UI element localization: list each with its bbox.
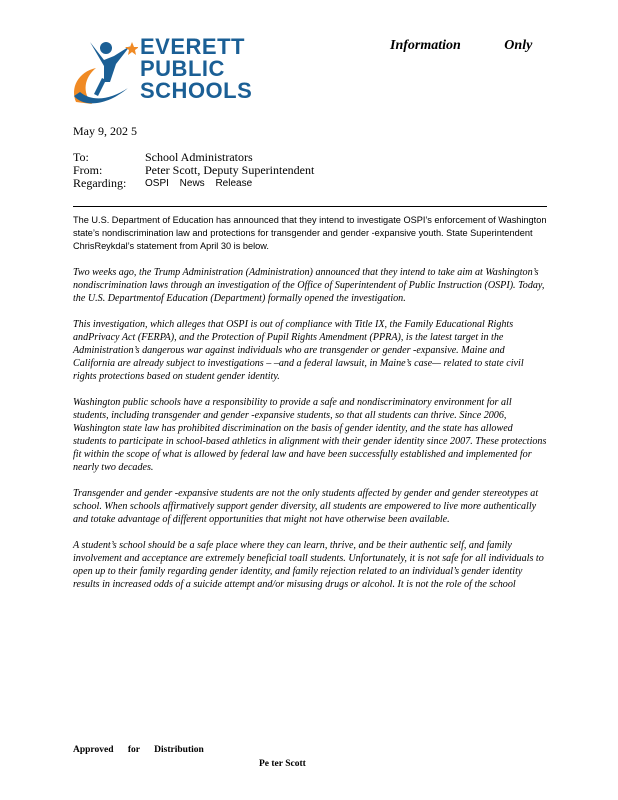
memo-header: [73, 151, 314, 190]
runner-star-icon: [70, 36, 138, 111]
district-logo: [70, 36, 255, 111]
logo-line-3: SCHOOLS: [140, 78, 253, 103]
body-paragraph: Two weeks ago, the Trump Administration (Administration) announced that they intend to take aim at Washington’s nondiscrimination laws through an investigation of the Office of Superintendent of Public Instruction (OSPI). Today, the U.S. Departmentof Education (Department) formally opened the investigation.: [73, 267, 545, 304]
logo-wordmark: [140, 36, 252, 102]
body-paragraph-intro: The U.S. Department of Education has announced that they intend to investigate OSPI’s enforcement of Washington state’s nondiscrimination law and protections for transgender and gender -expansive youth. State Superintendent ChrisReykdal’s statement from April 30 is below.: [73, 215, 547, 251]
memo-to-value: School Administrators: [145, 150, 253, 164]
logo-line-1: EVERETT: [140, 34, 245, 59]
memo-regarding-label: Regarding:: [73, 176, 127, 190]
memo-to-label: To:: [73, 150, 89, 164]
memo-regarding-row: [73, 177, 314, 190]
body-paragraph: Washington public schools have a responsibility to provide a safe and nondiscriminatory environment for all students, including transgender and gender -expansive students, so that all students can thrive. Since 2006, Washington state law has prohibited discrimination on the basis of gender identity, and the state has allowed students to participate in school-based athletics in alignment with their gender identity since 2007. These protections fit within the scope of what is allowed by federal law and have been successfully established and implemented for nearly two decades.: [73, 397, 547, 473]
information-only-label: Information Only: [390, 38, 533, 53]
memo-from-value: Peter Scott, Deputy Superintendent: [145, 163, 315, 177]
memo-from-label: From:: [73, 163, 103, 177]
memo-body: [73, 214, 547, 604]
memo-regarding-value: OSPI News Release: [145, 178, 253, 189]
body-paragraph: This investigation, which alleges that OSPI is out of compliance with Title IX, the Family Educational Rights andPrivacy Act (FERPA), and the Protection of Pupil Rights Amendment (PPRA), is the latest target in the Administration’s dangerous war against individuals who are transgender or gender -expansive. Maine and California are already subject to investigations – –and a federal lawsuit, in Maine’s case— related to state civil rights protections based on student gender identity.: [73, 319, 524, 382]
signer-name: Pe ter Scott: [259, 759, 306, 769]
body-paragraph: A student’s school should be a safe place where they can learn, thrive, and be their authentic self, and family involvement and acceptance are extremely beneficial toall students. Unfortunately, it is not safe for all individuals to open up to their family regarding gender identity, and family rejection related to an individual’s gender identity results in increased odds of a suicide attempt and/or misusing drugs or alcohol. It is not the role of the school: [73, 540, 544, 590]
header-divider: [73, 206, 547, 207]
approved-for-distribution: Approved for Distribution: [73, 745, 204, 755]
logo-line-2: PUBLIC: [140, 56, 225, 81]
body-paragraph: Transgender and gender -expansive students are not the only students affected by gender and gender stereotypes at school. When schools affirmatively support gender diversity, all students are empowered to live more authentically and totake advantage of different opportunities that might not have otherwise been available.: [73, 488, 539, 525]
memo-date: May 9, 202 5: [73, 124, 137, 138]
